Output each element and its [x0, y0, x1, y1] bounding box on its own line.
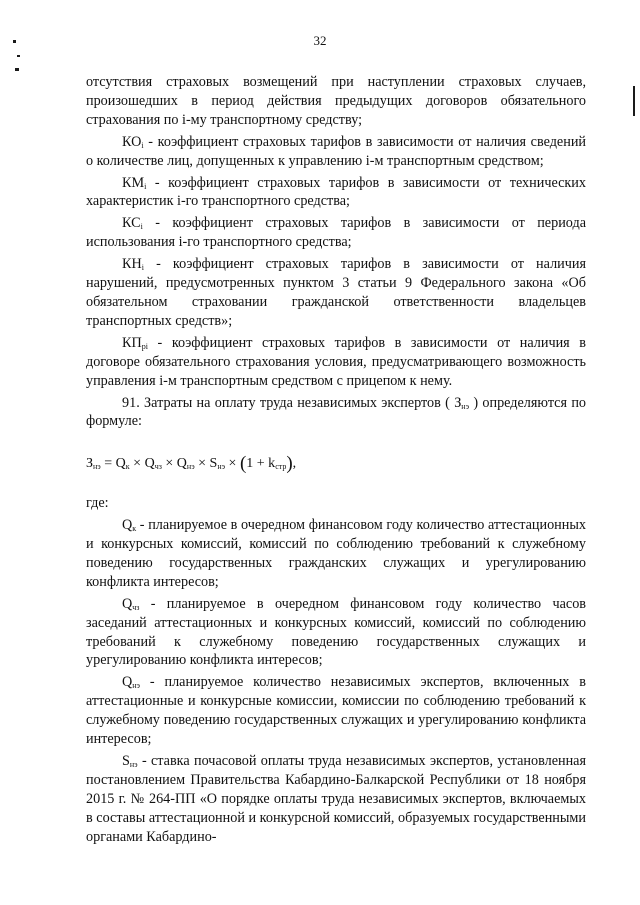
definition-qch: $Q_{чз}$ - планируемое в очередном финансовом году количество часов заседаний аттестационных и конкурсных комиссий, комиссий по соблюдению требований к служебному поведению государственных служащих и урегулированию конфликта интересов; [86, 595, 586, 669]
symbol: S [122, 753, 130, 769]
symbol: КО [122, 133, 142, 150]
symbol: КП [122, 334, 142, 351]
document-body [86, 73, 586, 847]
scan-mark [15, 68, 19, 71]
definition-kp: $КП_{рi}$ - коэффициент страховых тарифов в зависимости от наличия в договоре обязательного страхования условия, предусматривающего возможность управления i-м транспортным средством с прицепом к нему. [86, 334, 586, 389]
left-paren: ( [239, 453, 247, 475]
definition-kc: $КС_i$ - коэффициент страховых тарифов в зависимости от периода использования i-го транспортного средства; [86, 215, 586, 251]
page-number: 32 [313, 33, 327, 48]
scan-mark [633, 86, 635, 116]
symbol: КН [122, 256, 142, 273]
paragraph-91: 91. Затраты на оплату труда независимых экспертов ( $З_{нэ}$ ) определяются по формуле: [86, 394, 587, 430]
symbol: КС [122, 215, 141, 232]
symbol: Q [122, 517, 133, 534]
formula: $З_{нэ} = Q_к \times Q_{чз} \times Q_{нэ} \times S_{нэ} \times (1 + k_{стр})$, [86, 453, 297, 475]
symbol: Q [122, 674, 133, 691]
definition-qne: $Q_{нэ}$ - планируемое количество независимых экспертов, включенных в аттестационные и конкурсные комиссии, комиссии по соблюдению требований к служебному поведению государственных служащих и урегулированию конфликта интересов; [86, 674, 586, 748]
scan-mark [17, 55, 20, 57]
definition-qk: $Q_к$ - планируемое в очередном финансовом году количество аттестационных и конкурсных комиссий, комиссий по соблюдению требований к служебному поведению государственных гражданских служащих и урегулированию конфликта интересов; [86, 517, 586, 590]
paragraph: отсутствия страховых возмещений при наступлении страховых случаев, произошедших в период действия предыдущих договоров обязательного страхования по i-му транспортному средству; [86, 74, 586, 128]
definition-km: $КМ_i$ - коэффициент страховых тарифов в зависимости от технических характеристик i-го транспортного средства; [86, 174, 586, 210]
where-label: где: [86, 495, 109, 512]
definition-ko: $КО_i$ - коэффициент страховых тарифов в зависимости от наличия сведений о количестве лиц, допущенных к управлению i-м транспортным средством; [86, 133, 586, 169]
definition-sne: $S_{нэ}$ - ставка почасовой оплаты труда независимых экспертов, установленная постановлением Правительства Кабардино-Балкарской Республики от 18 ноября 2015 г. № 264-ПП «О порядке оплаты труда независимых экспертов, включаемых в составы аттестационной и конкурсной комиссий, образуемых государственными органами Кабардино- [86, 753, 586, 845]
symbol: Q [122, 595, 133, 612]
scan-mark [13, 40, 16, 43]
symbol: КМ [122, 174, 145, 191]
right-paren: ) [286, 453, 293, 475]
definition-kn: $КН_i$ - коэффициент страховых тарифов в зависимости от наличия нарушений, предусмотренных пунктом 3 статьи 9 Федерального закона «Об обязательном страховании гражданской ответственности владельцев транспортных средств»; [86, 256, 586, 329]
